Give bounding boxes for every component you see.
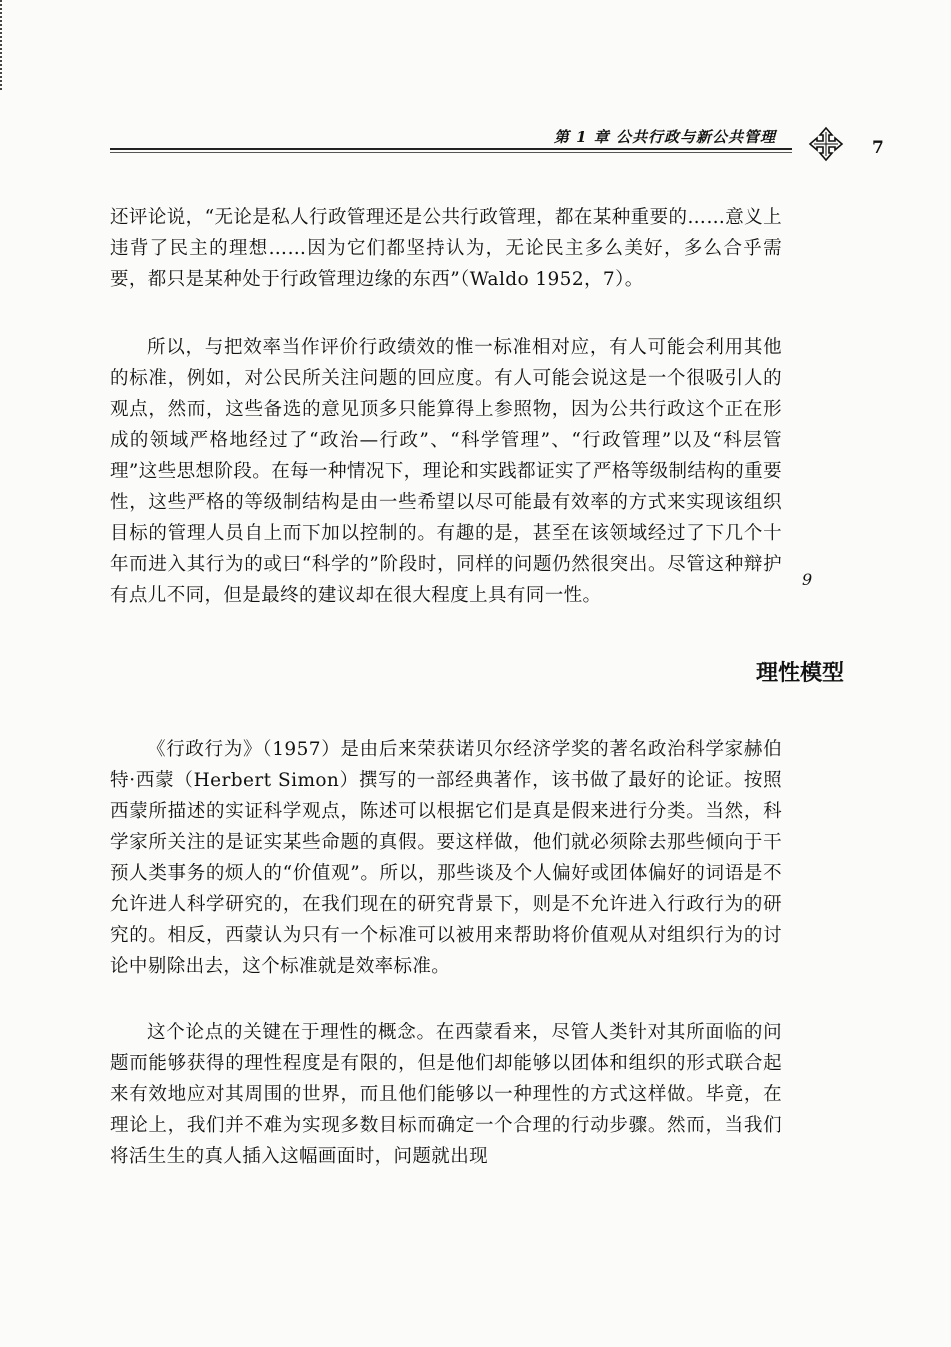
page-number: 7 <box>872 138 884 158</box>
paragraph-1: 还评论说，“无论是私人行政管理还是公共行政管理，都在某种重要的……意义上违背了民主的理想……因为它们都坚持认为，无论民主多么美好，多么合乎需要，都只是某种处于行政管理边缘的东西”（Waldo 1952，7）。 <box>110 206 782 290</box>
paragraph-2: 所以，与把效率当作评价行政绩效的惟一标准相对应，有人可能会利用其他的标准，例如，对公民所关注问题的回应度。有人可能会说这是一个很吸引人的观点，然而，这些备选的意见顶多只能算得上参照物，因为公共行政这个正在形成的领域严格地经过了“政治—行政”、“科学管理”、“行政管理”以及“科层管理”这些思想阶段。在每一种情况下，理论和实践都证实了严格等级制结构的重要性，这些严格的等级制结构是由一些希望以尽可能最有效率的方式来实现该组织目标的管理人员自上而下加以控制的。有趣的是，甚至在该领域经过了下几个十年而进入其行为的或曰“科学的”阶段时，同样的问题仍然很突出。尽管这种辩护有点儿不同，但是最终的建议却在很大程度上具有同一性。 <box>110 336 782 606</box>
running-head-title: 第 1 章 公共行政与新公共管理 <box>553 128 776 146</box>
paragraph-4: 这个论点的关键在于理性的概念。在西蒙看来，尽管人类针对其所面临的问题而能够获得的理性程度是有限的，但是他们却能够以团体和组织的形式联合起来有效地应对其周围的世界，而且他们能够以一种理性的方式这样做。毕竟，在理论上，我们并不难为实现多数目标而确定一个合理的行动步骤。然而，当我们将活生生的真人插入这幅画面时，问题就出现 <box>110 1021 782 1167</box>
scan-edge-mark <box>0 0 8 90</box>
header-rule-thin <box>110 152 792 153</box>
header-rule <box>110 148 792 150</box>
margin-page-reference: 9 <box>802 570 813 589</box>
paragraph-3: 《行政行为》（1957）是由后来荣获诺贝尔经济学奖的著名政治科学家赫伯特·西蒙（Herbert Simon）撰写的一部经典著作，该书做了最好的论证。按照西蒙所描述的实证科学观点，陈述可以根据它们是真是假来进行分类。当然，科学家所关注的是证实某些命题的真假。要这样做，他们就必须除去那些倾向于干预人类事务的烦人的“价值观”。所以，那些谈及个人偏好或团体偏好的词语是不允许进人科学研究的，在我们现在的研究背景下，则是不允许进入行政行为的研究的。相反，西蒙认为只有一个标准可以被用来帮助将价值观从对组织行为的讨论中剔除出去，这个标准就是效率标准。 <box>110 738 782 977</box>
section-heading: 理性模型 <box>755 660 844 686</box>
running-head <box>110 118 816 152</box>
arrow-cross-ornament-icon <box>808 126 844 162</box>
